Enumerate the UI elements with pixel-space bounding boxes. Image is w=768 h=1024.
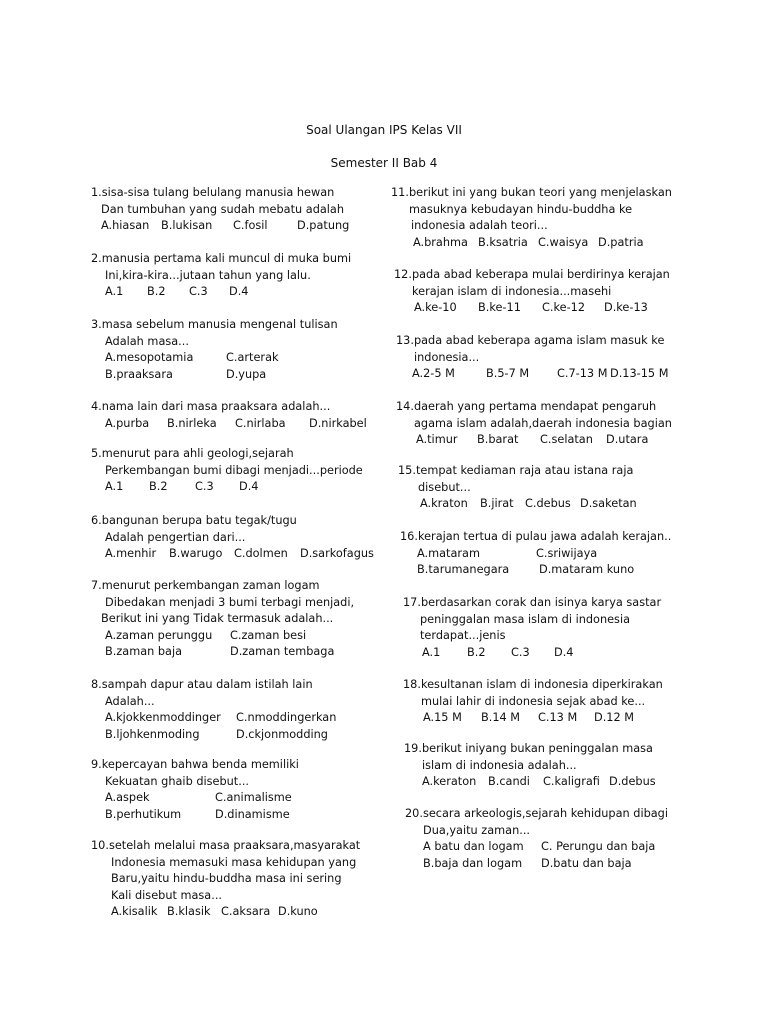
question-text-continued: Adalah masa...	[105, 334, 189, 348]
answer-option: C.waisya	[538, 235, 589, 249]
answer-option: D.mataram kuno	[539, 563, 635, 576]
answer-option: D.ckjonmodding	[236, 727, 328, 741]
question-text-continued: Indonesia memasuki masa kehidupan yang	[111, 855, 357, 869]
answer-options-row	[91, 807, 299, 824]
answer-options-row	[391, 235, 672, 252]
answer-option: A.2-5 M	[412, 367, 455, 380]
question-text: 9.kepercayan bahwa benda memiliki	[91, 758, 299, 771]
question-text-continued: peninggalan masa islam di indonesia	[420, 612, 631, 626]
question-text: 6.bangunan berupa batu tegak/tugu	[91, 514, 297, 527]
answer-options-row	[91, 367, 338, 384]
page-subtitle: Semester II Bab 4	[330, 156, 438, 170]
answer-option: A.keraton	[422, 775, 477, 788]
answer-option: D.4	[239, 480, 259, 493]
answer-option: A.hiasan	[101, 219, 150, 232]
question-6	[91, 513, 374, 563]
question-15	[398, 463, 637, 513]
answer-option: D.ke-13	[604, 301, 648, 314]
answer-option: A batu dan logam	[423, 840, 524, 853]
question-text-continued: Dua,yaitu zaman...	[423, 823, 531, 837]
answer-option: B.2	[149, 480, 168, 493]
answer-options-row	[398, 496, 637, 513]
answer-options-row	[91, 727, 328, 744]
answer-option: B.perhutikum	[105, 807, 182, 821]
question-text: 16.kerajan tertua di pulau jawa adalah kerajan..	[400, 530, 672, 543]
question-text: 8.sampah dapur atau dalam istilah lain	[91, 678, 313, 691]
answer-option: A.mesopotamia	[105, 351, 194, 364]
answer-options-row	[91, 546, 374, 563]
answer-option: A.timur	[416, 433, 458, 446]
answer-option: B.5-7 M	[486, 367, 530, 380]
answer-option: C.3	[195, 480, 214, 493]
answer-option: D.dinamisme	[215, 807, 290, 821]
question-text: 17.berdasarkan corak dan isinya karya sastar	[403, 596, 662, 609]
answer-options-row	[91, 218, 350, 235]
answer-option: B.jirat	[480, 497, 514, 510]
answer-option: C.3	[511, 645, 530, 659]
answer-option: B.nirleka	[167, 416, 217, 430]
answer-option: A.ke-10	[414, 301, 457, 314]
answer-options-row	[91, 479, 363, 496]
answer-option: D.patung	[297, 219, 350, 232]
question-13	[396, 333, 669, 383]
question-20	[405, 806, 668, 872]
answer-option: A.zaman perunggu	[105, 628, 213, 642]
answer-option: B.candi	[488, 775, 530, 788]
answer-option: D.patria	[598, 235, 644, 249]
question-17	[403, 595, 661, 661]
answer-option: C.nmoddingerkan	[236, 711, 337, 724]
answer-options-row	[404, 774, 656, 791]
question-text: 11.berikut ini yang bukan teori yang menjelaskan	[391, 186, 672, 199]
answer-option: C.animalisme	[215, 791, 292, 804]
answer-option: D.yupa	[226, 367, 267, 381]
question-16	[400, 529, 671, 579]
answer-options-row	[405, 839, 668, 856]
answer-option: C.ke-12	[542, 301, 586, 314]
answer-option: A.mataram	[417, 546, 480, 560]
question-7	[91, 578, 354, 661]
answer-option: C.dolmen	[234, 547, 288, 560]
answer-option: A.purba	[105, 416, 150, 430]
page-title: Soal Ulangan IPS Kelas VII	[306, 123, 462, 137]
answer-options-row	[91, 710, 337, 727]
answer-option: B.tarumanegara	[417, 563, 510, 576]
answer-option: C.arterak	[226, 351, 279, 364]
question-text: 2.manusia pertama kali muncul di muka bumi	[91, 252, 352, 265]
answer-option: A.1	[105, 285, 124, 298]
question-text-continued: islam di indonesia adalah...	[422, 758, 577, 772]
answer-option: A.brahma	[413, 235, 468, 249]
answer-option: D.nirkabel	[309, 416, 367, 430]
answer-option: C.zaman besi	[230, 628, 307, 642]
question-text-continued: mulai lahir di indonesia sejak abad ke...	[421, 694, 646, 708]
answer-option: C.sriwijaya	[536, 546, 598, 560]
question-10	[91, 838, 360, 921]
answer-option: B.zaman baja	[105, 645, 183, 658]
answer-options-row	[400, 562, 671, 579]
question-text-continued: masuknya kebudayan hindu-buddha ke	[409, 202, 633, 216]
question-9	[91, 757, 299, 823]
answer-option: C.selatan	[540, 433, 593, 446]
question-text-continued: terdapat...jenis	[420, 629, 506, 642]
answer-option: C.13 M	[538, 711, 578, 724]
answer-options-row	[405, 856, 668, 873]
answer-option: D.debus	[609, 775, 656, 788]
question-text: 14.daerah yang pertama mendapat pengaruh	[396, 400, 657, 413]
answer-option: A.kjokkenmoddinger	[105, 711, 221, 724]
answer-option: B.praaksara	[105, 367, 173, 381]
question-text-continued: disebut...	[418, 480, 471, 494]
question-text-continued: Dan tumbuhan yang sudah mebatu adalah	[101, 202, 345, 216]
answer-option: D.utara	[606, 433, 649, 446]
question-text-continued: indonesia...	[414, 350, 480, 364]
question-3	[91, 317, 338, 383]
answer-option: B.ljohkenmoding	[105, 727, 200, 741]
question-text-continued: Dibedakan menjadi 3 bumi terbagi menjadi,	[105, 595, 355, 609]
answer-options-row	[91, 350, 338, 367]
question-12	[394, 267, 670, 317]
question-text-continued: Perkembangan bumi dibagi menjadi...periode	[105, 463, 363, 477]
answer-options-row	[91, 644, 354, 661]
question-text-continued: kerajan islam di indonesia...masehi	[412, 284, 612, 298]
answer-option: C.7-13 M	[557, 367, 608, 380]
answer-option: B.lukisan	[161, 219, 213, 232]
question-19	[404, 741, 656, 791]
answer-option: B.2	[147, 285, 166, 298]
answer-option: A.1	[422, 645, 441, 659]
question-text: 3.masa sebelum manusia mengenal tulisan	[91, 318, 338, 331]
answer-options-row	[91, 284, 351, 301]
answer-options-row	[91, 416, 367, 433]
answer-option: C. Perungu dan baja	[541, 840, 656, 853]
question-text: 19.berikut iniyang bukan peninggalan masa	[404, 742, 653, 755]
answer-option: D.4	[554, 645, 574, 659]
answer-option: D.kuno	[278, 905, 318, 918]
answer-option: C.aksara	[221, 905, 271, 918]
answer-options-row	[91, 790, 299, 807]
question-text-continued: Kekuatan ghaib disebut...	[105, 774, 250, 788]
answer-option: B.2	[467, 645, 486, 659]
answer-option: B.ksatria	[478, 235, 528, 249]
answer-option: A.kraton	[420, 497, 468, 510]
question-text: 12.pada abad keberapa mulai berdirinya kerajan	[394, 268, 670, 281]
question-14	[396, 399, 672, 449]
question-text-continued: Adalah...	[105, 694, 155, 708]
answer-option: B.baja dan logam	[423, 856, 523, 870]
question-text-continued: Baru,yaitu hindu-buddha masa ini sering	[111, 872, 342, 885]
answer-option: B.klasik	[167, 905, 211, 918]
question-text-continued: Kali disebut masa...	[111, 888, 223, 902]
answer-option: C.3	[189, 285, 208, 298]
question-1	[91, 185, 350, 235]
answer-options-row	[91, 628, 354, 645]
answer-option: B.14 M	[481, 711, 521, 724]
question-text: 7.menurut perkembangan zaman logam	[91, 579, 320, 592]
question-text-continued: agama islam adalah,daerah indonesia bagian	[414, 416, 672, 430]
answer-options-row	[396, 432, 672, 449]
question-text: 15.tempat kediaman raja atau istana raja	[398, 464, 634, 477]
question-text-continued: Ini,kira-kira...jutaan tahun yang lalu.	[105, 268, 311, 282]
question-4	[91, 399, 367, 432]
answer-option: C.nirlaba	[235, 416, 286, 430]
question-text: 5.menurut para ahli geologi,sejarah	[91, 447, 294, 460]
answer-options-row	[400, 546, 671, 563]
answer-option: D.12 M	[594, 711, 635, 724]
answer-option: B.barat	[477, 433, 519, 446]
question-text: 4.nama lain dari masa praaksara adalah...	[91, 400, 331, 413]
answer-option: D.sarkofagus	[300, 547, 374, 560]
answer-option: A.15 M	[423, 711, 462, 724]
answer-option: A.1	[105, 480, 124, 493]
question-text: 18.kesultanan islam di indonesia diperkirakan	[403, 678, 663, 691]
answer-option: D.saketan	[580, 497, 637, 510]
answer-options-row	[403, 710, 663, 727]
answer-option: A.menhir	[105, 547, 157, 560]
question-text: 1.sisa-sisa tulang belulang manusia hewan	[91, 186, 335, 199]
question-text: 13.pada abad keberapa agama islam masuk ke	[396, 334, 665, 347]
answer-options-row	[403, 645, 661, 662]
question-8	[91, 677, 337, 743]
answer-option: B.warugo	[169, 547, 223, 560]
question-11	[391, 185, 672, 251]
answer-option: D.zaman tembaga	[230, 645, 335, 658]
answer-option: D.batu dan baja	[541, 856, 632, 870]
answer-option: D.13-15 M	[610, 367, 669, 380]
question-2	[91, 251, 351, 301]
answer-option: A.kisalik	[111, 905, 158, 918]
question-text-continued: indonesia adalah teori...	[411, 219, 548, 232]
question-5	[91, 446, 363, 496]
question-18	[403, 677, 663, 727]
answer-option: C.fosil	[233, 219, 268, 232]
answer-option: D.4	[229, 285, 249, 298]
answer-option: C.debus	[525, 497, 571, 510]
answer-option: C.kaligrafi	[543, 775, 600, 788]
question-text-continued: Berikut ini yang Tidak termasuk adalah...	[101, 612, 334, 625]
question-text: 20.secara arkeologis,sejarah kehidupan dibagi	[405, 807, 668, 820]
answer-options-row	[394, 300, 670, 317]
question-text-continued: Adalah pengertian dari...	[105, 530, 246, 544]
answer-option: B.ke-11	[478, 301, 521, 314]
answer-options-row	[396, 366, 669, 383]
answer-option: A.aspek	[105, 791, 150, 804]
question-text: 10.setelah melalui masa praaksara,masyarakat	[91, 839, 361, 852]
answer-options-row	[91, 904, 360, 921]
